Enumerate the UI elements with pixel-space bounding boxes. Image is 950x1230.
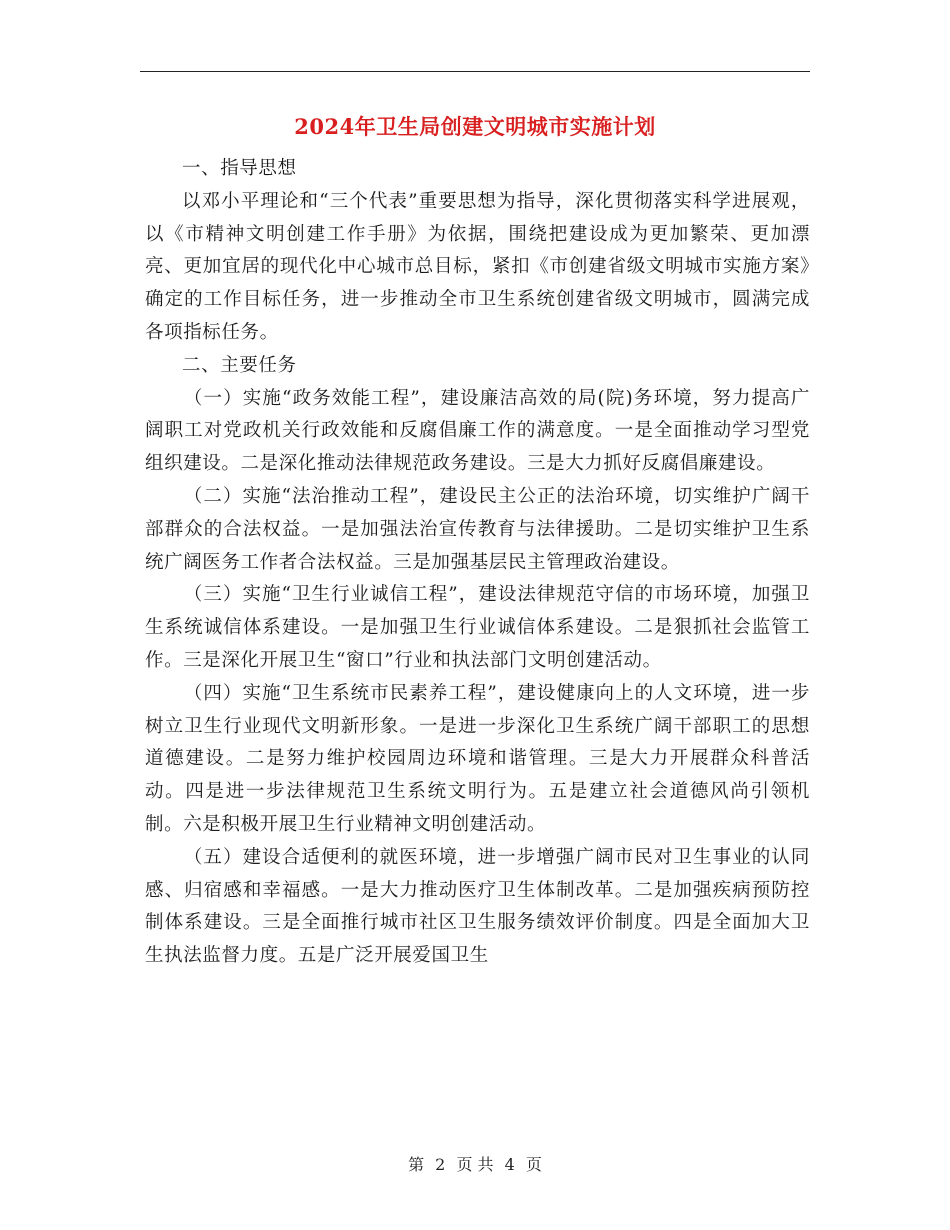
paragraph-task-4: （四）实施“卫生系统市民素养工程”，建设健康向上的人文环境，进一步树立卫生行业现代文明新形象。一是进一步深化卫生系统广阔干部职工的思想道德建设。二是努力维护校园周边环境和谐管理。三是大力开展群众科普活动。四是进一步法律规范卫生系统文明行为。五是建立社会道德风尚引领机制。六是积极开展卫生行业精神文明创建活动。	[145, 682, 810, 835]
page-footer	[0, 1153, 950, 1177]
paragraph-task-5: （五）建设合适便利的就医环境，进一步增强广阔市民对卫生事业的认同感、归宿感和幸福感。一是大力推动医疗卫生体制改革。二是加强疾病预防控制体系建设。三是全面推行城市社区卫生服务绩效评价制度。四是全面加大卫生执法监督力度。五是广泛开展爱国卫生	[145, 846, 810, 967]
footer-prefix: 第	[408, 1155, 425, 1174]
document-title: 2024年卫生局创建文明城市实施计划	[294, 114, 656, 139]
paragraph-guiding-ideology: 以邓小平理论和“三个代表”重要思想为指导，深化贯彻落实科学进展观，以《市精神文明创建工作手册》为依据，围绕把建设成为更加繁荣、更加漂亮、更加宜居的现代化中心城市总目标，紧扣《市创建省级文明城市实施方案》确定的工作目标任务，进一步推动全市卫生系统创建省级文明城市，圆满完成各项指标任务。	[145, 190, 810, 343]
paragraph-task-1: （一）实施“政务效能工程”，建设廉洁高效的局(院)务环境，努力提高广阔职工对党政机关行政效能和反腐倡廉工作的满意度。一是全面推动学习型党组织建设。二是深化推动法律规范政务建设。三是大力抓好反腐倡廉建设。	[145, 387, 810, 475]
section-heading-guiding-ideology: 一、指导思想	[182, 158, 297, 179]
footer-middle: 页 共	[456, 1155, 494, 1174]
paragraph-task-3: （三）实施“卫生行业诚信工程”，建设法律规范守信的市场环境，加强卫生系统诚信体系建设。一是加强卫生行业诚信体系建设。二是狠抓社会监管工作。三是深化开展卫生“窗口”行业和执法部门文明创建活动。	[145, 584, 810, 671]
paragraph-task-2: （二）实施“法治推动工程”，建设民主公正的法治环境，切实维护广阔干部群众的合法权益。一是加强法治宣传教育与法律援助。二是切实维护卫生系统广阔医务工作者合法权益。三是加强基层民主管理政治建设。	[145, 485, 810, 573]
header-rule	[140, 71, 810, 72]
footer-total-pages: 4	[504, 1155, 515, 1174]
section-heading-main-tasks: 二、主要任务	[182, 354, 297, 376]
footer-current-page: 2	[435, 1155, 446, 1174]
document-body	[145, 153, 810, 973]
footer-suffix: 页	[525, 1155, 542, 1174]
